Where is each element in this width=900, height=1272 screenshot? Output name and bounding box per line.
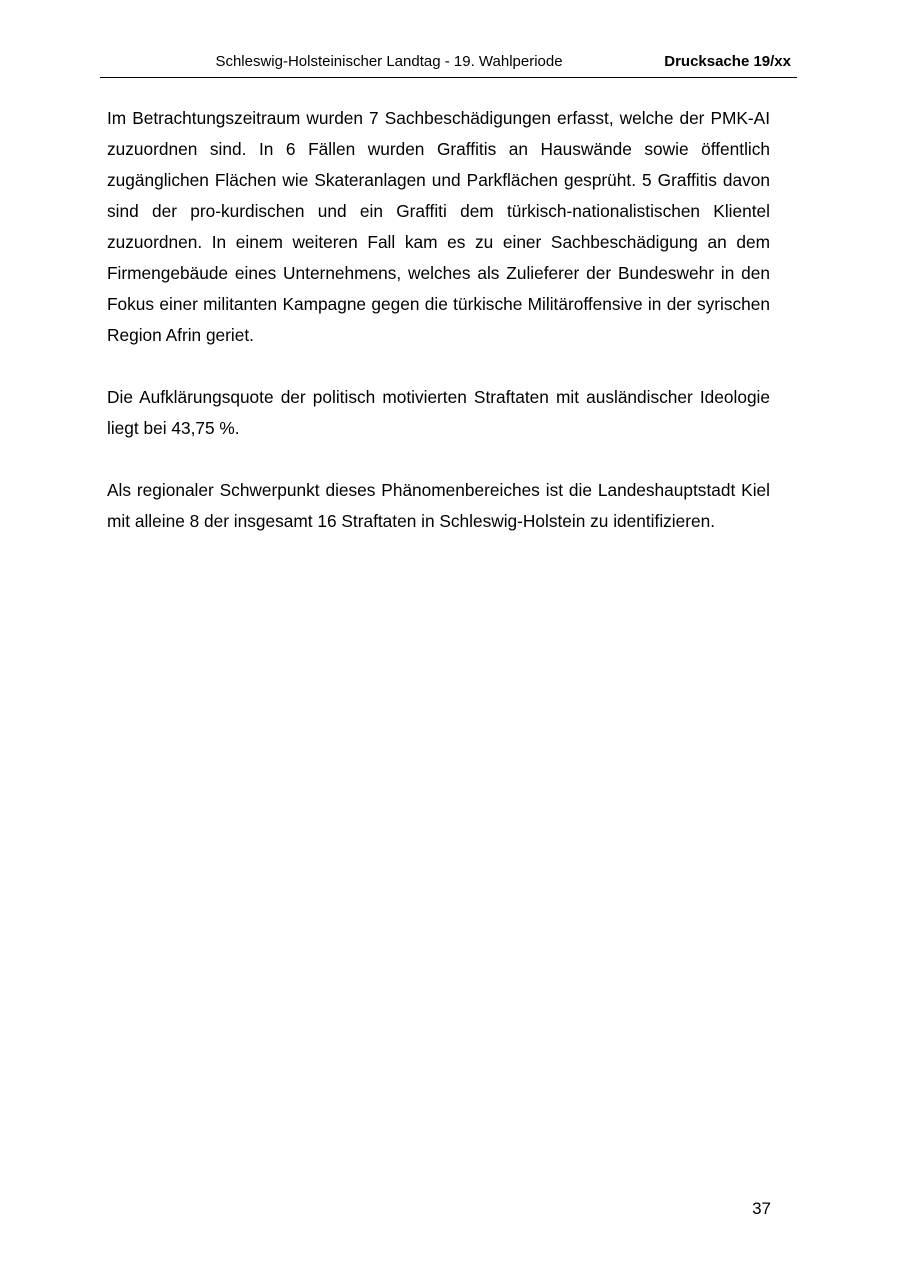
paragraph-regional-focus: Als regionaler Schwerpunkt dieses Phänomenbereiches ist die Landeshauptstadt Kiel mit alleine 8 der insgesamt 16 Straftaten in Schleswig-Holstein zu identifizieren. (107, 480, 770, 531)
page-number: 37 (752, 1199, 771, 1218)
page-header (100, 50, 797, 78)
header-title: Schleswig-Holsteinischer Landtag - 19. Wahlperiode (215, 53, 563, 70)
header-doc-number: Drucksache 19/xx (664, 53, 791, 70)
paragraph-clearance-rate: Die Aufklärungsquote der politisch motivierten Straftaten mit ausländischer Ideologie liegt bei 43,75 %. (107, 387, 770, 438)
paragraph-property-damage: Im Betrachtungszeitraum wurden 7 Sachbeschädigungen erfasst, welche der PMK-AI zuzuordnen sind. In 6 Fällen wurden Graffitis an Hauswände sowie öffentlich zugänglichen Flächen wie Skateranlagen und Parkflächen gesprüht. 5 Graffitis davon sind der pro-kurdischen und ein Graffiti dem türkisch-nationalistischen Klientel zuzuordnen. In einem weiteren Fall kam es zu einer Sachbeschädigung an dem Firmengebäude eines Unternehmens, welches als Zulieferer der Bundeswehr in den Fokus einer militanten Kampagne gegen die türkische Militäroffensive in der syrischen Region Afrin geriet. (107, 108, 770, 345)
body-text (107, 103, 770, 568)
